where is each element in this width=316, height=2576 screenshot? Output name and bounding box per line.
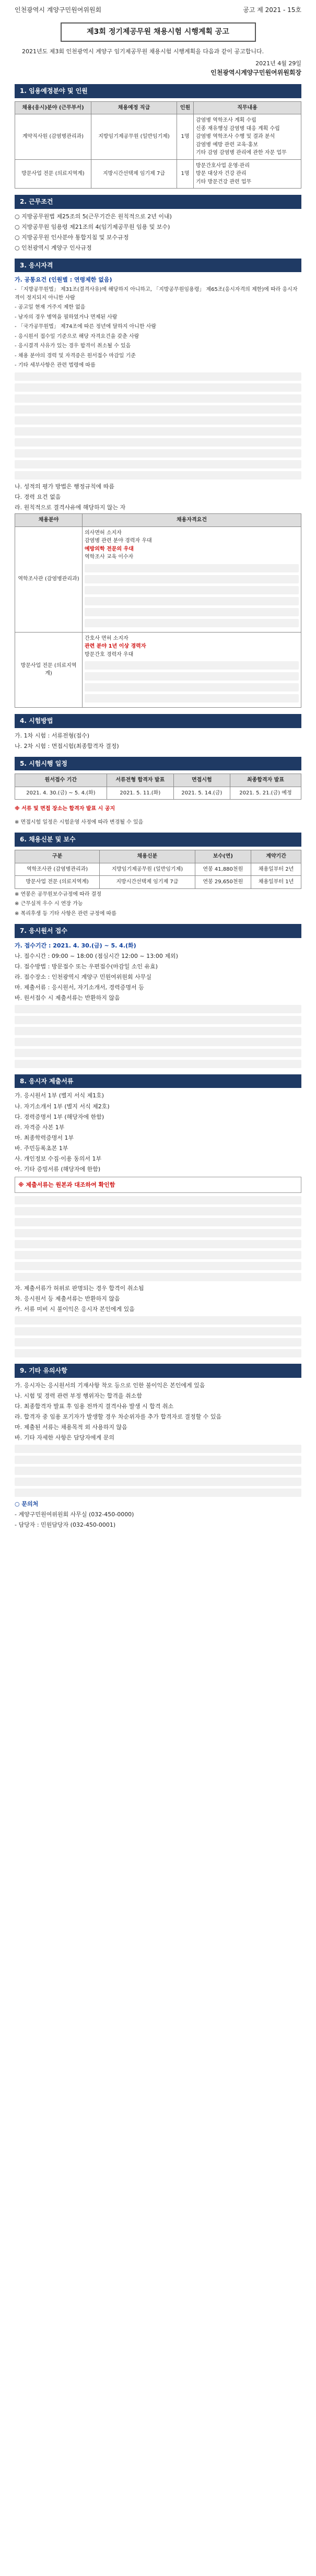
table-row: 2021. 4. 30.(금) ~ 5. 4.(화) 2021. 5. 11.(화) 2021. 5. 14.(금) 2021. 5. 21.(금) 예정 [15, 787, 301, 800]
col-count: 인원 [177, 101, 194, 114]
page-title: 제3회 정기제공무원 채용시험 시행계획 공고 [61, 22, 256, 42]
section-9-title: 9. 기타 유의사항 [15, 1364, 301, 1378]
org-name: 인천광역시계양구민원여위원회장 [210, 69, 301, 77]
table-row: 방문사업 전문 (의료지역계) 지방시간선택제 임기제 7급 연봉 29,650천원 채용일부터 1년 [15, 876, 301, 889]
announce-date: 2021년 4월 29일 [255, 60, 301, 67]
text-filler [15, 372, 301, 381]
table-row: 역학조사관 (감염병관리과) 지방임기제공무원 (일반임기제) 연봉 41,880천원 채용일부터 2년 [15, 863, 301, 876]
section-1-title: 1. 임용예정분야 및 인원 [15, 84, 301, 98]
section-2-list: ○ 지방공무원법 제25조의 5(근무기간은 원칙적으로 2년 이내) ○ 지방공무원 임용령 제21조의 4(임기제공무원 임용 및 보수) ○ 지방공무원 인사분야 통합지침 및 보수규정 ○ 인천광역시 계양구 인사규정 [15, 213, 172, 251]
table-row: 방문사업 전문 (의료지역계) 간호사 면허 소지자 관련 분야 1년 이상 경력자 방문간호 경력자 우대 [15, 632, 301, 708]
col-grade: 채용예정 직급 [91, 101, 177, 114]
recruit-table [15, 101, 301, 189]
intro-text: 2021년도 제3회 인천광역시 계양구 임기제공무원 채용시험 시행계획을 다음과 같이 공고합니다. [22, 48, 264, 55]
section-3-list: 가. 공통요건 (인원별 : 연령제한 없음) - 「지방공무원법」 제31조(결격사유)에 해당하지 아니하고, 「지방공무원임용령」 제65조(응시자격의 제한)에 따라 응시자격이 정지되지 아니한 사람 - 공고일 현재 거주지 제한 없음 - 남자의 경우 병역을 필하였거나 면제된 사람 - 「국가공무원법」 제74조에 따른 정년에 달하지 아니한 사람 - 응시원서 접수일 기준으로 해당 자격요건을 갖춘 사람 - 응시결격 사유가 있는 경우 합격이 취소될 수 있음 - 채용 분야의 경력 및 자격증은 원서접수 마감일 기준 - 기타 세부사항은 관련 법령에 따름 나. 성적의 평가 방법은 행정규칙에 따름 다. 경력 요건 없음 라. 원칙적으로 결격사유에 해당하지 않는 자 [15, 275, 301, 512]
table-row: 계약직사원 (감염병관리과) 지방임기제공무원 (일반임기제) 1명 감염병 역학조사 계획 수립 신종 재유행성 감염병 대응 계획 수립 감염병 역학조사 수행 및 결과 분석 감염병 예방 관련 교육·홍보 기타 감염 감염병 관리에 관한 자문 업무 [15, 114, 301, 160]
text-filler [15, 405, 301, 414]
col-duties: 직무내용 [194, 101, 301, 114]
header-right: 공고 제 2021 - 15호 [243, 6, 301, 14]
document-page: 인천광역시 계양구민원여위원회 공고 제 2021 - 15호 제3회 정기제공무원 채용시험 시행계획 공고 2021년도 제3회 인천광역시 계양구 임기제공무원 채용시험 시행계획을 다음과 같이 공고합니다. 2021년 4월 29일 인천광역시계양구민원여위원회장 1. 임용예정분야 및 인원 채용(응시)분야 (근무부서) 채용예정 직급 인원 직무내용 계약직사원 (감염병관리과) 지방임기제공무원 (일반임기제) 1명 감염병 역학조사 계획 수립 신종 재유행성 감염병 대응 계획 수립 감염병 역학조사 수행 및 결과 분석 감염병 예방 관련 교육·홍보 기타 감염 감염병 관리에 관한 자문 업무 방문사업 전문 (의료지역계) 지방시간선택제 임기제 7급 1명 방문간호사업 운영·관리 방문 대상자 건강 관리 기타 방문건강 관련 업무 2. 근무조건 ○ 지방공무원법 제25조의 5(근무기간은 원칙적으로 2년 이내) ○ 지방공무원 임용령 제21조의 4(임기제공무원 임용 및 보수) ○ 지방공무원 인사분야 통합지침 및 보수규정 ○ 인천광역시 계양구 인사규정 3. 응시자격 가. 공통요건 (인원별 : 연령제한 없음) - 「지방공무원법」 제31조(결격사유)에 해당하지 아니하고, 「지방공무원임용령」 제65조(응시자격의 제한)에 따라 응시자격이 정지되지 아니한 사람 - 공고일 현재 거주지 제한 없음 - 남자의 경우 병역을 필하였거나 면제된 사람 - 「국가공무원법」 제74조에 따른 정년에 달하지 아니한 사람 - 응시원서 접수일 기준으로 해당 자격요건을 갖춘 사람 - 응시결격 사유가 있는 경우 합격이 취소될 수 있음 - 채용 분야의 경력 및 자격증은 원서접수 마감일 기준 - 기타 세부사항은 관련 법령에 따름 나. 성적의 평가 방법은 행정규칙에 따름 다. 경력 요건 없음 라. 원칙적으로 결격사유에 해당하지 않는 자 채용분야 채용자격요건 역학조사관 (감염병관리과) 의사면허 소지자 감염병 관련 분야 경력자 우대 예방의학 전문의 우대 역학조사 교육 이수자 방문사업 전문 (의료지역계) 간호사 면허 소지자 관련 분야 1년 이상 경력자 방문간호 경력자 우대 4. 시험방법 가. 1차 시험 : 서류전형(접수) 나. 2차 시험 : 면접시험(최종합격자 결정) 5. 시험시행 일정 원서접수 기간 서류전형 합격자 발표 면접시험 최종합격자 발표 2021. 4. 30.(금) ~ 5. 4.(화) 2021. 5. 11.(화) 2021. 5. 14.(금) 2021. 5. 21.(금) 예정 ※ 서류 및 면접 장소는 합격자 발표 시 공지 ※ 면접시험 일정은 시험운영 사정에 따라 변경될 수 있음 6. 채용신분 및 보수 구분 채용신분 보수(연) 계약기간 역학조사관 (감염병관리과) 지방임기제공무원 (일반임기제) 연봉 41,880천원 채용일부터 2년 방문사업 전문 (의료지역계) 지방시간선택제 임기제 7급 연봉 29,650천원 채용일부터 1년 ※ 연봉은 공무원보수규정에 따라 결정 ※ 근무실적 우수 시 연장 가능 ※ 복리후생 등 기타 사항은 관련 규정에 따름 7. 응시원서 접수 가. 접수기간 : 2021. 4. 30.(금) ~ 5. 4.(화) 나. 접수시간 : 09:00 ~ 18:00 (점심시간 12:00 ~ 13:00 제외) 다. 접수방법 : 방문접수 또는 우편접수(마감일 소인 유효) 라. 접수장소 : 인천광역시 계양구 민원여위원회 사무실 마. 제출서류 : 응시원서, 자기소개서, 경력증명서 등 바. 원서접수 시 제출서류는 반환하지 않음 8. 응시자 제출서류 가. 응시원서 1부 (별지 서식 제1호) 나. 자기소개서 1부 (별지 서식 제2호) 다. 경력증명서 1부 (해당자에 한함) 라. 자격증 사본 1부 마. 최종학력증명서 1부 바. 주민등록초본 1부 사. 개인정보 수집·이용 동의서 1부 아. 기타 증빙서류 (해당자에 한함) ※ 제출서류는 원본과 대조하여 확인함 자. 제출서류가 허위로 판명되는 경우 합격이 취소됨 차. 응시원서 등 제출서류는 반환하지 않음 카. 서류 미비 시 불이익은 응시자 본인에게 있음 9. 기타 유의사항 가. 응시자는 응시원서의 기재사항 착오 등으로 인한 불이익은 본인에게 있음 나. 시험 및 경력 관련 부정 행위자는 합격을 취소함 다. 최종합격자 발표 후 임용 전까지 결격사유 발생 시 합격 취소 라. 합격자 중 임용 포기자가 발생할 경우 차순위자를 추가 합격자로 결정할 수 있음 마. 제출된 서류는 채용목적 외 사용하지 않음 바. 기타 자세한 사항은 담당자에게 문의 ○ 문의처 - 계양구민원여위원회 사무실 (032-450-0000) - 담당자 : 민원담당자 (032-450-0001) [15, 6, 301, 1528]
text-filler [15, 460, 301, 469]
text-filler [15, 471, 301, 479]
col-field: 채용(응시)분야 (근무부서) [15, 101, 91, 114]
section-2-title: 2. 근무조건 [15, 195, 301, 209]
section-7-title: 7. 응시원서 접수 [15, 924, 301, 938]
salary-table: 구분 채용신분 보수(연) 계약기간 역학조사관 (감염병관리과) 지방임기제공무원 (일반임기제) 연봉 41,880천원 채용일부터 2년 방문사업 전문 (의료지역계) 지방시간선택제 임기제 7급 연봉 29,650천원 채용일부터 1년 [15, 850, 301, 889]
header-left: 인천광역시 계양구민원여위원회 [15, 6, 102, 14]
text-filler [15, 438, 301, 447]
text-filler [15, 427, 301, 436]
header [15, 5, 301, 15]
notice-box: ※ 제출서류는 원본과 대조하여 확인함 [15, 1177, 301, 1193]
section-6-title: 6. 채용신분 및 보수 [15, 833, 301, 847]
text-filler [15, 383, 301, 392]
text-filler [15, 394, 301, 403]
section-4-title: 4. 시험방법 [15, 714, 301, 728]
text-filler [15, 449, 301, 458]
schedule-table: 원서접수 기간 서류전형 합격자 발표 면접시험 최종합격자 발표 2021. 4. 30.(금) ~ 5. 4.(화) 2021. 5. 11.(화) 2021. 5. 14.(금) 2021. 5. 21.(금) 예정 [15, 774, 301, 800]
table-row: 방문사업 전문 (의료지역계) 지방시간선택제 임기제 7급 1명 방문간호사업 운영·관리 방문 대상자 건강 관리 기타 방문건강 관련 업무 [15, 159, 301, 189]
section-5-title: 5. 시험시행 일정 [15, 757, 301, 771]
text-filler [15, 416, 301, 425]
table-row: 역학조사관 (감염병관리과) 의사면허 소지자 감염병 관련 분야 경력자 우대 예방의학 전문의 우대 역학조사 교육 이수자 [15, 526, 301, 632]
qualification-table: 채용분야 채용자격요건 역학조사관 (감염병관리과) 의사면허 소지자 감염병 관련 분야 경력자 우대 예방의학 전문의 우대 역학조사 교육 이수자 방문사업 전문 (의료지역계) 간호사 면허 소지자 관련 분야 1년 이상 경력자 방문간호 경력자 우대 [15, 513, 301, 708]
section-8-title: 8. 응시자 제출서류 [15, 1074, 301, 1088]
section-3-title: 3. 응시자격 [15, 259, 301, 273]
